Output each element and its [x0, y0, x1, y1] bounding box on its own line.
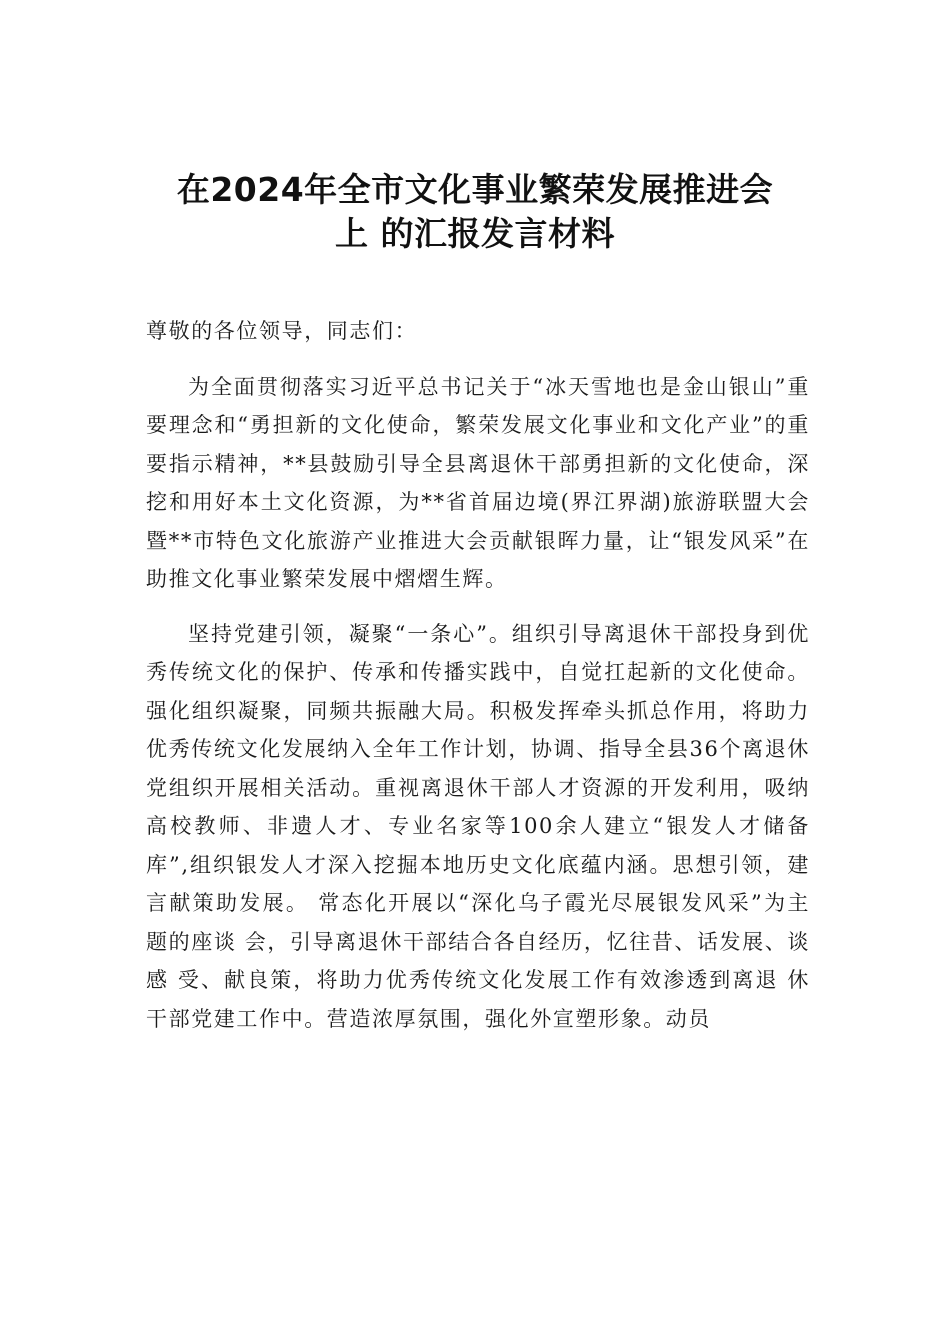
salutation: 尊敬的各位领导，同志们： — [146, 319, 418, 343]
paragraph-intro: 为全面贯彻落实习近平总书记关于“冰天雪地也是金山银山”重要理念和“勇担新的文化使命，繁荣发展文化事业和文化产业”的重要指示精神，**县鼓励引导全县离退休干部勇担新的文化使命，深挖和用好本土文化资源，为**省首届边境(界江界湖)旅游联盟大会暨**市特色文化旅游产业推进大会贡献银晖力量，让“银发风采”在助推文化事业繁荣发展中熠熠生辉。 — [146, 374, 810, 591]
document-title — [120, 168, 830, 256]
paragraph-party-building: 坚持党建引领，凝聚“一条心”。组织引导离退休干部投身到优秀传统文化的保护、传承和传播实践中，自觉扛起新的文化使命。强化组织凝聚，同频共振融大局。积极发挥牵头抓总作用，将助力优秀传统文化发展纳入全年工作计划，协调、指导全县36个离退休党组织开展相关活动。重视离退休干部人才资源的开发利用，吸纳高校教师、非遗人才、专业名家等100余人建立“银发人才储备库”,组织银发人才深入挖掘本地历史文化底蕴内涵。思想引领，建言献策助发展。 常态化开展以“深化乌子霞光尽展银发风采”为主题的座谈 会，引导离退休干部结合各自经历，忆往昔、话发展、谈感 受、献良策，将助力优秀传统文化发展工作有效渗透到离退 休干部党建工作中。营造浓厚氛围，强化外宣塑形象。动员 — [146, 621, 810, 1031]
document-body — [146, 312, 810, 1038]
title-line-2: 上 的汇报发言材料 — [335, 214, 615, 253]
title-line-1: 在2024年全市文化事业繁荣发展推进会 — [176, 170, 774, 209]
